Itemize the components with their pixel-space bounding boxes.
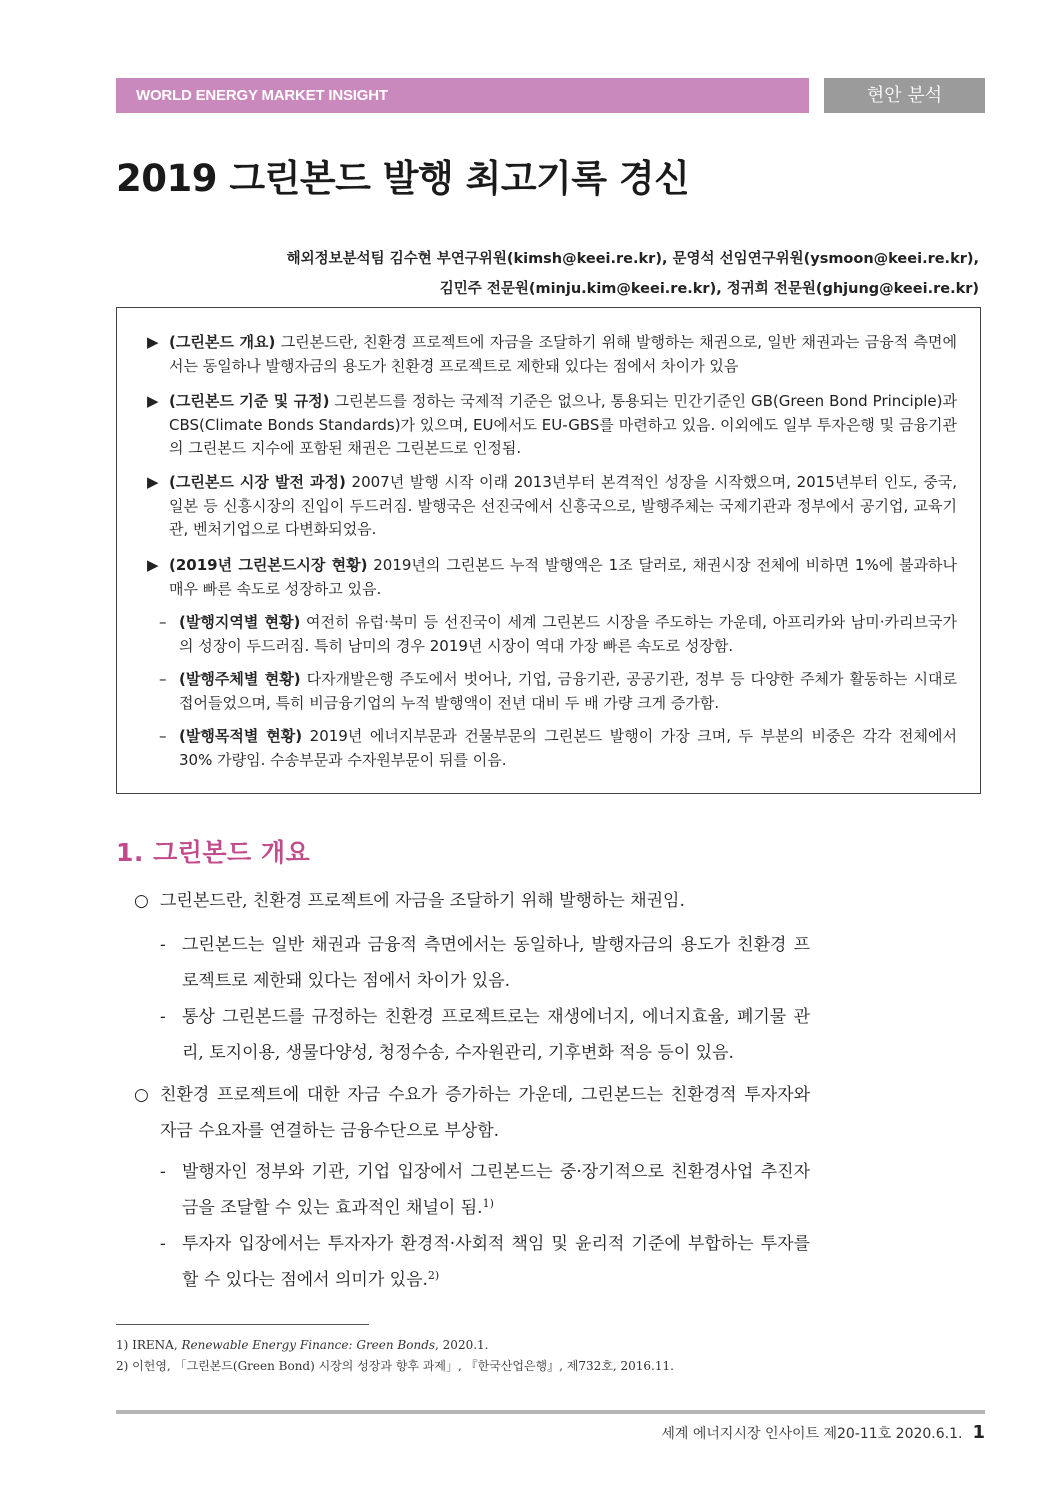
circle-bullet-icon: ○ (134, 891, 149, 911)
summary-item-text: 그린본드란, 친환경 프로젝트에 자금을 조달하기 위해 발행하는 채권으로, 일반 채권과는 금융적 측면에서는 동일하나 발행자금의 용도가 친환경 프로젝트로 제한돼 있다는 점에서 차이가 있음 (169, 333, 958, 375)
footnote-2: 2) 이헌영, 「그린본드(Green Bond) 시장의 성장과 향후 과제」, 『한국산업은행』, 제732호, 2016.11. (116, 1359, 674, 1373)
footnote-divider (116, 1324, 369, 1325)
summary-subitem (147, 725, 957, 772)
body-paragraph (134, 883, 810, 919)
summary-item-head: (그린본드 기준 및 규정) (169, 392, 330, 410)
summary-item (147, 331, 957, 378)
summary-subitem-head: (발행주체별 현황) (179, 670, 301, 688)
body-subparagraph (160, 1226, 810, 1298)
paragraph-text: 발행자인 정부와 기관, 기업 입장에서 그린본드는 중·장기적으로 친환경사업 추진자금을 조달할 수 있는 효과적인 채널이 됨. (182, 1162, 810, 1218)
author-line-1: 해외정보분석팀 김수현 부연구위원(kimsh@keei.re.kr), 문영석 선임연구위원(ysmoon@keei.re.kr), (286, 251, 979, 267)
dash-bullet: – (159, 613, 167, 631)
dash-bullet: - (160, 1007, 166, 1027)
summary-item (147, 554, 957, 601)
author-line-2: 김민주 전문원(minju.kim@keei.re.kr), 정귀희 전문원(ghjung@keei.re.kr) (439, 281, 979, 297)
summary-item-text: 2007년 발행 시작 이래 2013년부터 본격적인 성장을 시작했으며, 2015년부터 인도, 중국, 일본 등 신흥시장의 진입이 두드러짐. 발행국은 선진국에서 신흥국으로, 발행주체는 국제기관과 정부에서 공기업, 교육기관, 벤처기업으로 다변화되었음. (169, 473, 957, 538)
dash-bullet: - (160, 935, 166, 955)
paragraph-text: 친환경 프로젝트에 대한 자금 수요가 증가하는 가운데, 그린본드는 친환경적 투자자와 자금 수요자를 연결하는 금융수단으로 부상함. (160, 1085, 810, 1141)
summary-subitem (147, 611, 957, 658)
summary-item-text: 그린본드를 정하는 국제적 기준은 없으나, 통용되는 민간기준인 GB(Green Bond Principle)과 CBS(Climate Bonds Standards)가 있으며, EU에서도 EU-GBS를 마련하고 있음. 이외에도 일부 투자은행 및 금융기관의 그린본드 지수에 포함된 채권은 그린본드로 인정됨. (169, 392, 957, 457)
page-title: 2019 그린본드 발행 최고기록 경신 (116, 157, 690, 200)
footnote-1: 1) IRENA, Renewable Energy Finance: Green Bonds, 2020.1. (116, 1338, 489, 1352)
body-subparagraph (160, 1154, 810, 1226)
section-heading: 1. 그린본드 개요 (116, 838, 311, 867)
dash-bullet: – (159, 727, 167, 745)
dash-bullet: - (160, 1234, 166, 1254)
summary-subitem-text: 여전히 유럽·북미 등 선진국이 세계 그린본드 시장을 주도하는 가운데, 아프리카와 남미·카리브국가의 성장이 두드러짐. 특히 남미의 경우 2019년 시장이 역대 가장 빠른 속도로 성장함. (179, 613, 957, 655)
triangle-bullet-icon: ▶ (147, 333, 159, 351)
dash-bullet: - (160, 1162, 166, 1182)
summary-item-head: (2019년 그린본드시장 현황) (169, 556, 368, 574)
summary-subitem-text: 다자개발은행 주도에서 벗어나, 기업, 금융기관, 공공기관, 정부 등 다양한 주체가 활동하는 시대로 접어들었으며, 특히 비금융기업의 누적 발행액이 전년 대비 두 배 가량 크게 증가함. (179, 670, 957, 712)
paragraph-text: 통상 그린본드를 규정하는 친환경 프로젝트로는 재생에너지, 에너지효율, 폐기물 관리, 토지이용, 생물다양성, 청정수송, 수자원관리, 기후변화 적응 등이 있음. (182, 1007, 810, 1063)
body-subparagraph (160, 927, 810, 999)
summary-item (147, 390, 957, 461)
paragraph-text: 투자자 입장에서는 투자자가 환경적·사회적 책임 및 윤리적 기준에 부합하는 투자를 할 수 있다는 점에서 의미가 있음. (182, 1234, 810, 1290)
footer-publication: 세계 에너지시장 인사이트 제20-11호 2020.6.1. (661, 1426, 963, 1442)
footnote-ref[interactable]: 2) (427, 1269, 440, 1282)
summary-item-text: 2019년의 그린본드 누적 발행액은 1조 달러로, 채권시장 전체에 비하면 1%에 불과하나 매우 빠른 속도로 성장하고 있음. (169, 556, 957, 598)
footnote-title: Renewable Energy Finance: Green Bonds (181, 1338, 436, 1352)
paragraph-text: 그린본드는 일반 채권과 금융적 측면에서는 동일하나, 발행자금의 용도가 친환경 프로젝트로 제한돼 있다는 점에서 차이가 있음. (182, 935, 810, 991)
body-paragraph (134, 1077, 810, 1149)
paragraph-text: 그린본드란, 친환경 프로젝트에 자금을 조달하기 위해 발행하는 채권임. (160, 891, 685, 911)
footer-divider (116, 1410, 985, 1414)
body-subparagraph (160, 999, 810, 1071)
section-tag: 현안 분석 (824, 78, 985, 113)
circle-bullet-icon: ○ (134, 1085, 149, 1105)
summary-subitem (147, 668, 957, 715)
summary-item-head: (그린본드 개요) (169, 333, 276, 351)
author-block (287, 244, 979, 304)
summary-subitem-head: (발행지역별 현황) (179, 613, 301, 631)
page-footer (661, 1422, 985, 1443)
triangle-bullet-icon: ▶ (147, 556, 159, 574)
triangle-bullet-icon: ▶ (147, 392, 159, 410)
page-number: 1 (972, 1422, 985, 1443)
journal-banner: WORLD ENERGY MARKET INSIGHT (116, 78, 809, 113)
summary-item-head: (그린본드 시장 발전 과정) (169, 473, 346, 491)
summary-item (147, 471, 957, 542)
summary-box (116, 307, 981, 794)
dash-bullet: – (159, 670, 167, 688)
triangle-bullet-icon: ▶ (147, 473, 159, 491)
footnote-ref[interactable]: 1) (482, 1197, 494, 1210)
summary-subitem-text: 2019년 에너지부문과 건물부문의 그린본드 발행이 가장 크며, 두 부분의 비중은 각각 전체에서 30% 가량임. 수송부문과 수자원부문이 뒤를 이음. (179, 727, 957, 769)
summary-subitem-head: (발행목적별 현황) (179, 727, 303, 745)
